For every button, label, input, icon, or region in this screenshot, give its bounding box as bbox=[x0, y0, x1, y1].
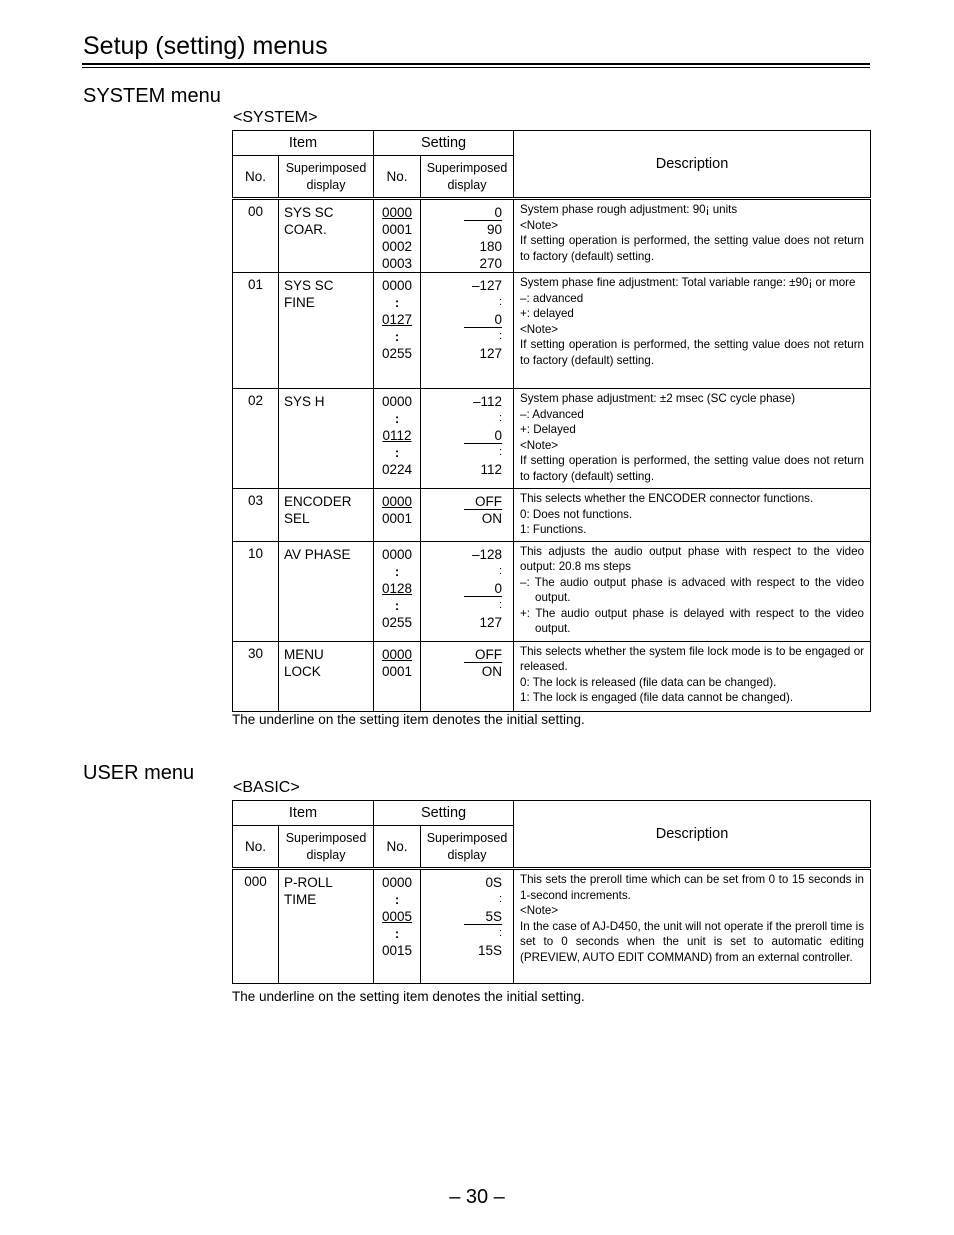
setting-display bbox=[421, 641, 514, 711]
initial-setting-value: 0 bbox=[464, 428, 502, 444]
table-row bbox=[233, 389, 871, 489]
title-rule-thin bbox=[82, 67, 870, 68]
initial-setting-value: 0005 bbox=[381, 909, 413, 924]
setting-display-value: : bbox=[498, 330, 503, 342]
setting-no-value: 0000 bbox=[381, 394, 413, 409]
initial-setting-value: OFF bbox=[464, 494, 502, 510]
setting-display-value: : bbox=[498, 446, 503, 458]
title-rule-thick bbox=[82, 63, 870, 65]
description-line: This sets the preroll time which can be set from 0 to 15 seconds in 1-second increments. bbox=[520, 873, 865, 902]
item-no: 10 bbox=[233, 541, 279, 641]
setting-display bbox=[421, 199, 514, 273]
item-description bbox=[514, 641, 871, 711]
item-header: Item bbox=[233, 801, 374, 826]
setting-no-value: : bbox=[394, 597, 400, 613]
setting-no-value: 0000 bbox=[381, 546, 413, 562]
description-line: If setting operation is performed, the setting value does not return to factory (default) setting. bbox=[520, 454, 865, 483]
setting-display-value: : bbox=[498, 927, 503, 939]
system-menu-table bbox=[232, 130, 871, 712]
description-line: System phase fine adjustment: Total variable range: ±90¡ or more bbox=[520, 276, 856, 289]
item-no: 01 bbox=[233, 273, 279, 389]
setting-no-value: 0002 bbox=[381, 239, 413, 254]
initial-setting-value: 0000 bbox=[381, 646, 413, 662]
setting-display-value: : bbox=[498, 893, 503, 905]
setting-no-value bbox=[374, 311, 420, 328]
setting-display-value: : bbox=[498, 564, 503, 577]
initial-setting-value: 0 bbox=[464, 581, 502, 597]
table-row bbox=[233, 273, 871, 389]
item-display bbox=[279, 273, 374, 389]
setting-no-value: 0015 bbox=[381, 943, 413, 958]
system-menu-heading: SYSTEM menu bbox=[83, 85, 221, 107]
setting-display-value: 112 bbox=[480, 462, 503, 477]
item-display-line: P-ROLL bbox=[284, 875, 333, 890]
system-footnote: The underline on the setting item denotes the initial setting. bbox=[232, 712, 585, 727]
description-header: Description bbox=[514, 131, 871, 199]
superimposed-display-header: Superimposed display bbox=[279, 826, 374, 869]
setting-no-value bbox=[374, 908, 420, 925]
initial-setting-value: 0127 bbox=[381, 312, 413, 327]
setting-display-value bbox=[421, 204, 502, 221]
initial-setting-value: 0000 bbox=[381, 205, 413, 220]
setting-display-value: 15S bbox=[477, 943, 503, 958]
setting-no-value: : bbox=[394, 445, 400, 460]
setting-no-header: No. bbox=[374, 156, 421, 199]
setting-display-header: Superimposed display bbox=[421, 826, 514, 869]
setting-display bbox=[421, 869, 514, 984]
description-header: Description bbox=[514, 801, 871, 869]
setting-display-value bbox=[421, 427, 502, 444]
setting-no bbox=[374, 641, 421, 711]
setting-display-value: –112 bbox=[472, 394, 503, 409]
setting-display-value: 90 bbox=[486, 222, 503, 237]
setting-display bbox=[421, 389, 514, 489]
setting-no-value: 0255 bbox=[381, 346, 413, 361]
item-no: 03 bbox=[233, 489, 279, 542]
item-display-line: MENU bbox=[284, 646, 324, 662]
description-line: 0: Does not functions. bbox=[520, 507, 633, 521]
item-display-line: AV PHASE bbox=[284, 546, 351, 562]
setting-no-value: : bbox=[394, 295, 400, 310]
item-display bbox=[279, 389, 374, 489]
description-line: <Note> bbox=[520, 438, 559, 452]
table-row bbox=[233, 541, 871, 641]
initial-setting-value: OFF bbox=[464, 647, 502, 663]
item-display-line: FINE bbox=[284, 295, 315, 310]
item-description bbox=[514, 273, 871, 389]
setting-display bbox=[421, 489, 514, 542]
setting-no-value: 0001 bbox=[381, 663, 413, 679]
item-no: 00 bbox=[233, 199, 279, 273]
table-row bbox=[233, 489, 871, 542]
user-menu-heading: USER menu bbox=[83, 762, 195, 784]
setting-no-value: : bbox=[394, 926, 400, 941]
description-line: <Note> bbox=[520, 322, 559, 336]
page-number: – 30 – bbox=[449, 1186, 505, 1208]
setting-display-value: 127 bbox=[479, 346, 503, 361]
initial-setting-value: 0128 bbox=[381, 580, 413, 596]
setting-display-value bbox=[421, 646, 502, 663]
item-display-line: SYS H bbox=[284, 394, 325, 409]
item-header: Item bbox=[233, 131, 374, 156]
description-line: 0: The lock is released (file data can be changed). bbox=[520, 675, 777, 689]
setting-no-value: : bbox=[394, 563, 400, 579]
item-display-line: ENCODER bbox=[284, 494, 352, 509]
item-display bbox=[279, 199, 374, 273]
description-line: <Note> bbox=[520, 904, 559, 917]
initial-setting-value: 0 bbox=[464, 205, 502, 221]
setting-no bbox=[374, 273, 421, 389]
setting-no bbox=[374, 199, 421, 273]
description-line: –: The audio output phase is advaced with respect to the video output. bbox=[520, 575, 865, 604]
description-line: <Note> bbox=[520, 218, 559, 232]
setting-display bbox=[421, 273, 514, 389]
table-row bbox=[233, 869, 871, 984]
user-footnote: The underline on the setting item denotes the initial setting. bbox=[232, 989, 585, 1004]
setting-no-value: 0001 bbox=[381, 222, 413, 237]
setting-display-value: : bbox=[498, 412, 503, 424]
setting-display-value: : bbox=[498, 598, 503, 611]
setting-display-value: 270 bbox=[479, 256, 503, 271]
initial-setting-value: 0 bbox=[464, 312, 502, 328]
description-line: If setting operation is performed, the setting value does not return to factory (default) setting. bbox=[520, 338, 865, 367]
setting-no-value: : bbox=[394, 329, 400, 344]
item-description bbox=[514, 389, 871, 489]
item-display-line: LOCK bbox=[284, 663, 321, 679]
setting-no bbox=[374, 489, 421, 542]
setting-display-value: –127 bbox=[471, 278, 503, 293]
page-title: Setup (setting) menus bbox=[83, 32, 328, 60]
setting-no-value: : bbox=[394, 411, 400, 426]
item-description bbox=[514, 541, 871, 641]
setting-no bbox=[374, 869, 421, 984]
initial-setting-value: 5S bbox=[464, 909, 502, 925]
description-line: In the case of AJ-D450, the unit will not operate if the preroll time is set to 0 seconds when the unit is set to automatic editing (PREVIEW, AUTO EDIT COMMAND) from an external controller. bbox=[520, 919, 865, 964]
superimposed-display-header: Superimposed display bbox=[279, 156, 374, 199]
setting-no-value: 0255 bbox=[381, 614, 413, 630]
setting-display-value: ON bbox=[481, 663, 503, 679]
description-line: System phase rough adjustment: 90¡ units bbox=[520, 203, 738, 216]
setting-header: Setting bbox=[374, 131, 514, 156]
item-display bbox=[279, 541, 374, 641]
setting-display-value: –128 bbox=[471, 546, 503, 562]
initial-setting-value: 0000 bbox=[381, 494, 413, 509]
setting-display-header: Superimposed display bbox=[421, 156, 514, 199]
no-header: No. bbox=[233, 826, 279, 869]
setting-no bbox=[374, 541, 421, 641]
user-table-label: <BASIC> bbox=[233, 779, 300, 796]
setting-display-value bbox=[421, 311, 502, 328]
setting-no bbox=[374, 389, 421, 489]
item-display-line: COAR. bbox=[284, 222, 327, 237]
setting-display bbox=[421, 541, 514, 641]
setting-no-value: 0001 bbox=[381, 511, 413, 526]
setting-no-value bbox=[374, 493, 420, 510]
setting-no-value: 0224 bbox=[381, 462, 413, 477]
setting-display-value bbox=[421, 580, 502, 597]
setting-display-value: 127 bbox=[479, 614, 503, 630]
setting-no-value bbox=[374, 580, 420, 597]
description-line: If setting operation is performed, the setting value does not return to factory (default) setting. bbox=[520, 234, 865, 263]
setting-no-header: No. bbox=[374, 826, 421, 869]
setting-no-value bbox=[374, 427, 420, 444]
description-line: +: The audio output phase is delayed with respect to the video output. bbox=[520, 606, 865, 635]
initial-setting-value: 0112 bbox=[382, 428, 412, 443]
setting-no-value bbox=[374, 204, 420, 221]
table-row bbox=[233, 199, 871, 273]
description-line: This selects whether the system file lock mode is to be engaged or released. bbox=[520, 644, 865, 673]
setting-display-value: : bbox=[498, 296, 503, 308]
description-line: 1: The lock is engaged (file data cannot be changed). bbox=[520, 691, 794, 704]
item-display-line: TIME bbox=[284, 892, 317, 907]
item-description bbox=[514, 199, 871, 273]
setting-display-value bbox=[421, 493, 502, 510]
table-row bbox=[233, 641, 871, 711]
item-no: 30 bbox=[233, 641, 279, 711]
setting-no-value: 0000 bbox=[381, 875, 413, 890]
description-line: –: advanced bbox=[520, 291, 584, 305]
description-line: +: Delayed bbox=[520, 423, 576, 436]
item-description bbox=[514, 869, 871, 984]
setting-display-value: 180 bbox=[479, 239, 503, 254]
item-display bbox=[279, 489, 374, 542]
user-menu-table bbox=[232, 800, 871, 984]
setting-display-value: 0S bbox=[485, 875, 503, 890]
description-line: This selects whether the ENCODER connector functions. bbox=[520, 492, 814, 505]
item-display-line: SEL bbox=[284, 511, 310, 526]
item-display bbox=[279, 641, 374, 711]
item-display bbox=[279, 869, 374, 984]
setting-no-value bbox=[374, 646, 420, 663]
item-description bbox=[514, 489, 871, 542]
setting-no-value: 0003 bbox=[381, 256, 413, 271]
system-table-label: <SYSTEM> bbox=[233, 109, 318, 126]
setting-display-value bbox=[421, 908, 502, 925]
setting-no-value: : bbox=[394, 892, 400, 907]
description-line: This adjusts the audio output phase with respect to the video output: 20.8 ms steps bbox=[520, 544, 865, 573]
setting-display-value: ON bbox=[481, 511, 503, 526]
setting-header: Setting bbox=[374, 801, 514, 826]
no-header: No. bbox=[233, 156, 279, 199]
description-line: –: Advanced bbox=[520, 407, 584, 421]
item-display-line: SYS SC bbox=[284, 278, 334, 293]
item-no: 02 bbox=[233, 389, 279, 489]
item-display-line: SYS SC bbox=[284, 205, 334, 220]
description-line: 1: Functions. bbox=[520, 523, 587, 536]
description-line: System phase adjustment: ±2 msec (SC cycle phase) bbox=[520, 392, 796, 405]
description-line: +: delayed bbox=[520, 307, 574, 320]
setting-no-value: 0000 bbox=[381, 278, 413, 293]
item-no: 000 bbox=[233, 869, 279, 984]
